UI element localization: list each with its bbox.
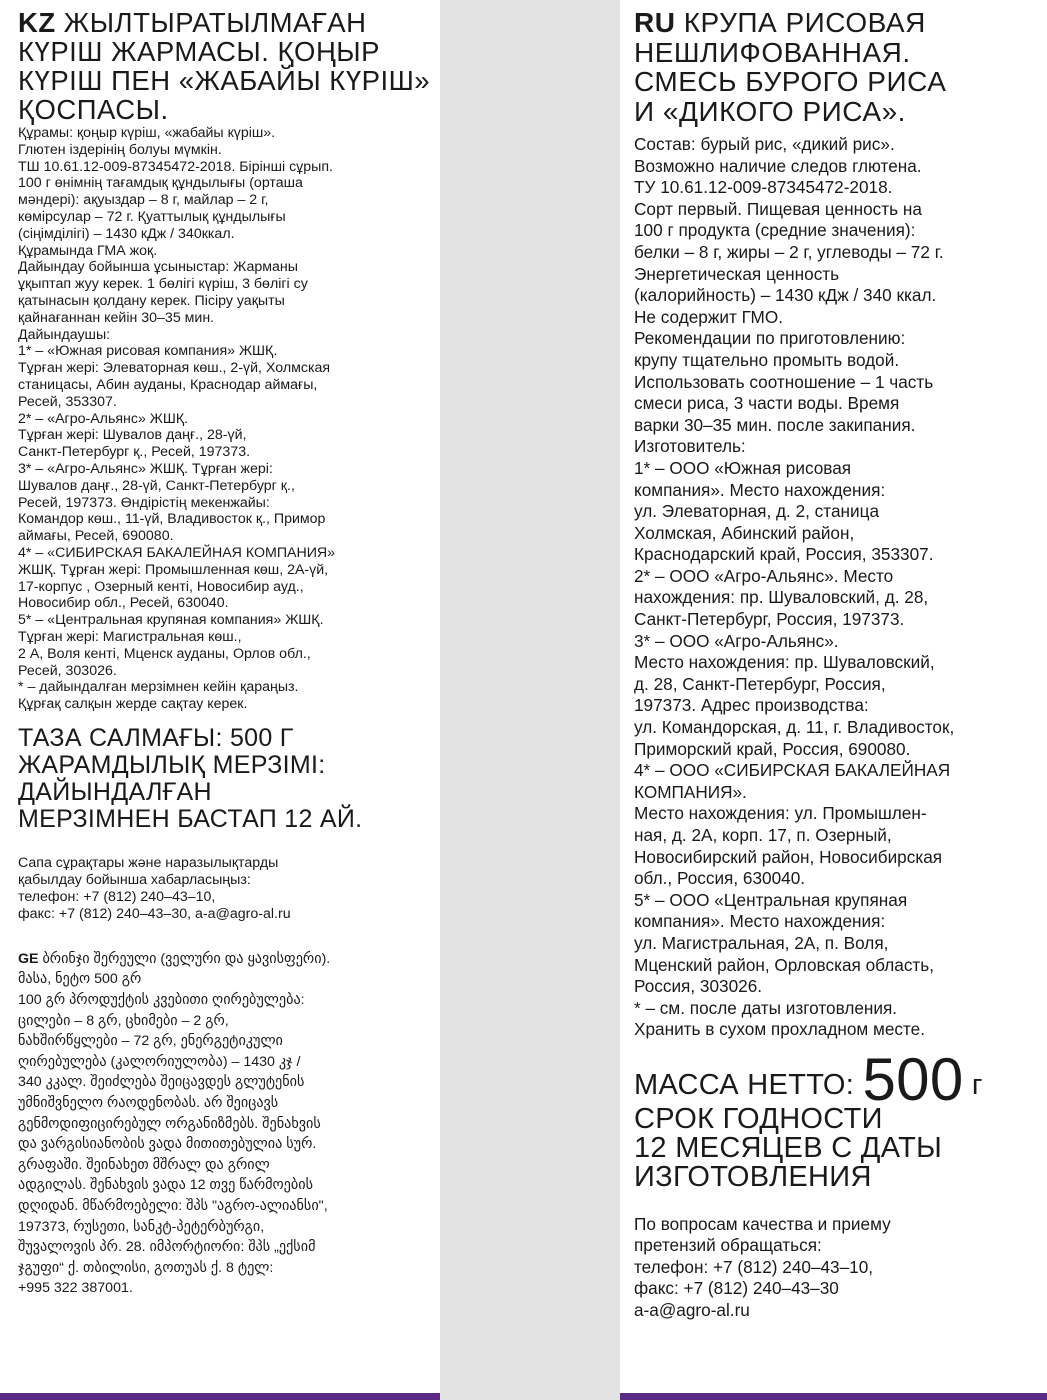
ge-block xyxy=(18,949,432,1299)
ru-net-value: 500 xyxy=(862,1045,964,1113)
kz-title xyxy=(18,8,432,124)
ge-lang-code: GE xyxy=(18,950,39,967)
kz-contact: Сапа сұрақтары және наразылықтарды қабылдау бойынша хабарласыңыз: телефон: +7 (812) 240–43–10, факс: +7 (812) 240–43–30, a-a@agro-al.ru xyxy=(18,854,291,922)
ru-column xyxy=(620,0,1047,1400)
ru-body-text: Состав: бурый рис, «дикий рис». Возможно наличие следов глютена. ТУ 10.61.12-009-87345472-2018. Сорт первый. Пищевая ценность на 100 г продукта (средние значения): белки – 8 г, жиры – 2 г, углеводы – 72 г. Энергетическая ценность (калорийность) – 1430 кДж / 340 ккал. Не содержит ГМО. Рекомендации по приготовлению: крупу тщательно промыть водой. Использовать соотношение – 1 часть смеси риса, 3 части воды. Время варки 30–35 мин. после закипания. Изготовитель: 1* – ООО «Южная рисовая компания». Место нахождения: ул. Элеваторная, д. 2, станица Холмская, Абинский район, Краснодарский край, Россия, 353307. 2* – ООО «Агро-Альянс». Место нахождения: пр. Шуваловский, д. 28, Санкт-Петербург, Россия, 197373. 3* – ООО «Агро-Альянс». Место нахождения: пр. Шуваловский, д. 28, Санкт-Петербург, Россия, 197373. Адрес производства: ул. Командорская, д. 11, г. Владивосток, Приморский край, Россия, 690080. 4* – ООО «СИБИРСКАЯ БАКАЛЕЙНАЯ КОМПАНИЯ». Место нахождения: ул. Промышлен- ная, д. 2А, корп. 17, п. Озерный, Новосибирский район, Новосибирская обл., Россия, 630040. 5* – ООО «Центральная крупяная компания». Место нахождения: ул. Магистральная, 2А, п. Воля, Мценский район, Орловская область, Россия, 303026. * – см. после даты изготовления. Хранить в сухом прохладном месте. xyxy=(634,134,955,1040)
ru-shelf-life: СРОК ГОДНОСТИ 12 МЕСЯЦЕВ С ДАТЫ ИЗГОТОВЛЕНИЯ xyxy=(634,1102,943,1193)
bottom-accent-bar-right xyxy=(620,1393,1047,1400)
ge-body-text: ბრინჯი შერეული (ველური და ყავისფერი). მასა, ნეტო 500 გრ 100 გრ პროდუქტის კვებითი ღირებულება: ცილები – 8 გრ, ცხიმები – 2 გრ, ნახშირწყლები – 72 გრ, ენერგეტიკული ღირებულება (კალორიულობა) – 1430 კჯ / 340 კკალ. შეიძლება შეიცავდეს გლუტენის უმნიშვნელო რაოდენობას. არ შეიცავს გენმოდიფიცირებულ ორგანიზმებს. შენახვის და ვარგისიანობის ვადა მითითებულია სურ. გრაფაში. შეინახეთ მშრალ და გრილ ადგილას. შენახვის ვადა 12 თვე წარმოების დღიდან. მწარმოებელი: შპს "აგრო-ალიანსი", 197373, რუსეთი, სანკტ-პეტერბურგი, შუვალოვის პრ. 28. იმპორტიორი: შპს „ექსიმ ჯგუფი“ ქ. თბილისი, გოთუას ქ. 8 ტელ: +995 322 387001. xyxy=(18,950,331,1297)
ru-title xyxy=(634,8,1037,126)
kz-net-weight: ТАЗА САЛМАҒЫ: 500 Г ЖАРАМДЫЛЫҚ МЕРЗІМІ: ДАЙЫНДАЛҒАН МЕРЗІМНЕН БАСТАП 12 АЙ. xyxy=(18,723,363,833)
ru-net-weight xyxy=(634,1045,1037,1193)
kz-lang-code: KZ xyxy=(18,7,56,38)
kz-title-text: ЖЫЛТЫРАТЫЛМАҒАН КҮРІШ ЖАРМАСЫ. ҚОҢЫР КҮРІШ ПЕН «ЖАБАЙЫ КҮРІШ» ҚОСПАСЫ. xyxy=(18,7,431,125)
bottom-accent-bar-left xyxy=(0,1393,440,1400)
ru-net-label: МАССА НЕТТО: xyxy=(634,1068,863,1101)
ru-title-text: КРУПА РИСОВАЯ НЕШЛИФОВАННАЯ. СМЕСЬ БУРОГО РИСА И «ДИКОГО РИСА». xyxy=(634,7,947,127)
ru-net-unit: г xyxy=(963,1068,983,1101)
center-gap xyxy=(440,0,620,1400)
ru-lang-code: RU xyxy=(634,7,676,38)
kz-body-text: Құрамы: қоңыр күріш, «жабайы күріш». Глютен іздерінің болуы мүмкін. ТШ 10.61.12-009-87345472-2018. Бірінші сұрып. 100 г өнімнің тағамдық құндылығы (орташа мәндері): ақуыздар – 8 г, майлар – 2 г, көмірсулар – 72 г. Қуаттылық құндылығы (сіңімділігі) – 1430 кДж / 340ккал. Құрамында ГМА жоқ. Дайындау бойынша ұсыныстар: Жарманы ұқыптап жуу керек. 1 бөлігі күріш, 3 бөлігі су қатынасын қолдану керек. Пісіру уақыты қайнағаннан кейін 30–35 мин. Дайындаушы: 1* – «Южная рисовая компания» ЖШҚ. Тұрған жері: Элеваторная көш., 2-үй, Холмская станицасы, Абин ауданы, Краснодар аймағы, Ресей, 353307. 2* – «Агро-Альянс» ЖШҚ. Тұрған жері: Шувалов даңғ., 28-үй, Санкт-Петербург қ., Ресей, 197373. 3* – «Агро-Альянс» ЖШҚ. Тұрған жері: Шувалов даңғ., 28-үй, Санкт-Петербург қ., Ресей, 197373. Өндірістің мекенжайы: Командор көш., 11-үй, Владивосток қ., Примор аймағы, Ресей, 690080. 4* – «СИБИРСКАЯ БАКАЛЕЙНАЯ КОМПАНИЯ» ЖШҚ. Тұрған жері: Промышленная көш, 2А-үй, 17-корпус , Озерный кенті, Новосибир ауд., Новосибир обл., Ресей, 630040. 5* – «Центральная крупяная компания» ЖШҚ. Тұрған жері: Магистральная көш., 2 А, Воля кенті, Мценск ауданы, Орлов обл., Ресей, 303026. * – дайындалған мерзімнен кейін қараңыз. Құрғақ салқын жерде сақтау керек. xyxy=(18,125,336,713)
ru-contact: По вопросам качества и приему претензий обращаться: телефон: +7 (812) 240–43–10, факс: +7 (812) 240–43–30 a-a@agro-al.ru xyxy=(634,1213,891,1320)
kz-column xyxy=(0,0,440,1400)
